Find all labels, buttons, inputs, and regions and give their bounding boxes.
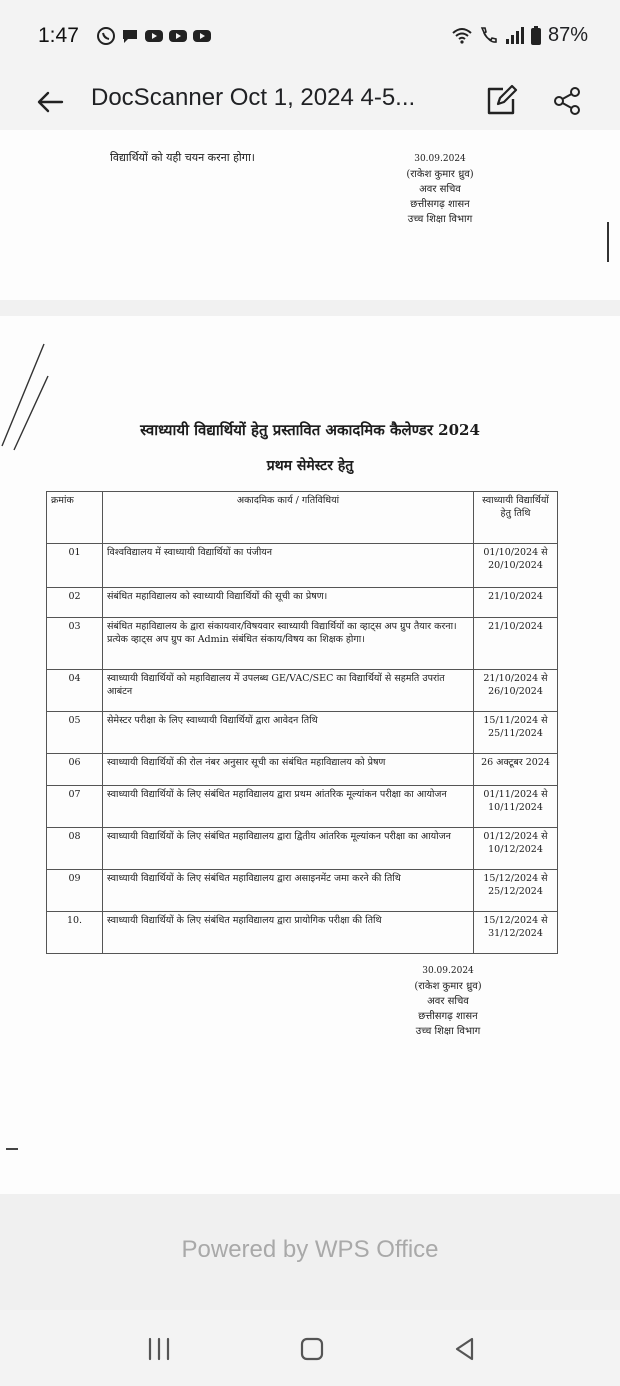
header-date: स्वाध्यायी विद्यार्थियों हेतु तिथि [474, 492, 558, 544]
powered-by-text: Powered by WPS Office [181, 1236, 439, 1263]
table-header-row [47, 492, 558, 544]
row-activity: स्वाध्यायी विद्यार्थियों के लिए संबंधित महाविद्यालय द्वारा असाइनमेंट जमा करने की तिथि [103, 870, 474, 912]
row-activity: सेमेस्टर परीक्षा के लिए स्वाध्यायी विद्यार्थियों द्वारा आवेदन तिथि [103, 712, 474, 754]
back-arrow-icon[interactable] [34, 86, 66, 118]
scan-edge-mark [607, 222, 609, 262]
row-activity: संबंधित महाविद्यालय के द्वारा संकायवार/विषयवार स्वाध्यायी विद्यार्थियों का व्हाट्स अप ग्रुप तैयार करना। प्रत्येक व्हाट्स अप ग्रुप का Admin संबंधित संकाय/विषय का शिक्षक होगा। [103, 618, 474, 670]
row-sno: 03 [47, 618, 103, 670]
youtube-icon [168, 26, 188, 46]
table-row [47, 870, 558, 912]
row-date: 21/10/2024 [474, 618, 558, 670]
whatsapp-icon [96, 26, 116, 46]
row-sno: 04 [47, 670, 103, 712]
signature-designation: अवर सचिव [427, 996, 469, 1007]
document-title: DocScanner Oct 1, 2024 4-5... [91, 84, 416, 111]
row-activity: स्वाध्यायी विद्यार्थियों की रोल नंबर अनुसार सूची का संबंधित महाविद्यालय को प्रेषण [103, 754, 474, 786]
row-sno: 09 [47, 870, 103, 912]
battery-icon [530, 26, 542, 46]
row-activity: स्वाध्यायी विद्यार्थियों के लिए संबंधित महाविद्यालय द्वारा प्रायोगिक परीक्षा की तिथि [103, 912, 474, 954]
table-row [47, 588, 558, 618]
row-date: 01/11/2024 से 10/11/2024 [474, 786, 558, 828]
row-date: 21/10/2024 से 26/10/2024 [474, 670, 558, 712]
share-icon[interactable] [552, 86, 582, 116]
signature-govt: छत्तीसगढ़ शासन [418, 1011, 478, 1022]
table-row [47, 618, 558, 670]
recent-apps-icon[interactable] [144, 1334, 174, 1364]
row-sno: 05 [47, 712, 103, 754]
youtube-icon [144, 26, 164, 46]
table-row [47, 712, 558, 754]
signal-icon [504, 26, 524, 46]
page2-signature [388, 964, 508, 1039]
calendar-table [46, 491, 558, 954]
signature-govt: छत्तीसगढ़ शासन [410, 199, 470, 210]
page1-signature [380, 152, 500, 227]
header-activity: अकादमिक कार्य / गतिविधियां [103, 492, 474, 544]
table-row [47, 786, 558, 828]
call-icon [478, 26, 498, 46]
system-icons [452, 24, 588, 47]
status-bar [0, 0, 620, 74]
row-activity: संबंधित महाविद्यालय को स्वाध्यायी विद्यार्थियों की सूची का प्रेषण। [103, 588, 474, 618]
wifi-icon [452, 26, 472, 46]
table-row [47, 912, 558, 954]
youtube-icon [192, 26, 212, 46]
row-activity: विश्वविद्यालय में स्वाध्यायी विद्यार्थियों का पंजीयन [103, 544, 474, 588]
document-page-2 [0, 316, 620, 1194]
table-row [47, 754, 558, 786]
row-activity: स्वाध्यायी विद्यार्थियों के लिए संबंधित महाविद्यालय द्वारा द्वितीय आंतरिक मूल्यांकन परीक्षा का आयोजन [103, 828, 474, 870]
signature-name: (राकेश कुमार ध्रुव) [406, 169, 474, 180]
scan-edge-mark [6, 1148, 18, 1150]
calendar-subtitle: प्रथम सेमेस्टर हेतु [266, 458, 354, 474]
app-bar [0, 74, 620, 130]
row-date: 15/12/2024 से 31/12/2024 [474, 912, 558, 954]
row-sno: 08 [47, 828, 103, 870]
row-date: 15/12/2024 से 25/12/2024 [474, 870, 558, 912]
row-sno: 02 [47, 588, 103, 618]
table-row [47, 544, 558, 588]
table-row [47, 670, 558, 712]
signature-dept: उच्च शिक्षा विभाग [415, 1026, 481, 1037]
calendar-title: स्वाध्यायी विद्यार्थियों हेतु प्रस्तावित अकादमिक कैलेण्डर 2024 [140, 421, 480, 439]
back-nav-icon[interactable] [450, 1334, 480, 1364]
row-activity: स्वाध्यायी विद्यार्थियों के लिए संबंधित महाविद्यालय द्वारा प्रथम आंतरिक मूल्यांकन परीक्षा का आयोजन [103, 786, 474, 828]
signature-designation: अवर सचिव [419, 184, 461, 195]
viewer-footer [0, 1194, 620, 1310]
row-sno: 07 [47, 786, 103, 828]
navigation-bar [0, 1310, 620, 1386]
document-page-1 [0, 130, 620, 300]
notification-icons [96, 26, 212, 46]
row-date: 21/10/2024 [474, 588, 558, 618]
row-sno: 01 [47, 544, 103, 588]
row-date: 01/10/2024 से 20/10/2024 [474, 544, 558, 588]
row-date: 26 अक्टूबर 2024 [474, 754, 558, 786]
page1-text: विद्यार्थियों को यही चयन करना होगा। [110, 151, 255, 164]
row-sno: 10. [47, 912, 103, 954]
home-icon[interactable] [297, 1334, 327, 1364]
signature-dept: उच्च शिक्षा विभाग [407, 214, 473, 225]
signature-date: 30.09.2024 [414, 154, 466, 164]
battery-level: 87% [547, 24, 588, 46]
row-activity: स्वाध्यायी विद्यार्थियों को महाविद्यालय में उपलब्ध GE/VAC/SEC का विद्यार्थियों से सहमति उपरांत आबंटन [103, 670, 474, 712]
row-date: 01/12/2024 से 10/12/2024 [474, 828, 558, 870]
signature-date: 30.09.2024 [422, 966, 474, 976]
table-row [47, 828, 558, 870]
chat-icon [120, 26, 140, 46]
header-sno: क्रमांक [47, 492, 103, 544]
status-time: 1:47 [38, 24, 79, 47]
row-sno: 06 [47, 754, 103, 786]
row-date: 15/11/2024 से 25/11/2024 [474, 712, 558, 754]
edit-icon[interactable] [484, 84, 518, 118]
signature-name: (राकेश कुमार ध्रुव) [414, 981, 482, 992]
